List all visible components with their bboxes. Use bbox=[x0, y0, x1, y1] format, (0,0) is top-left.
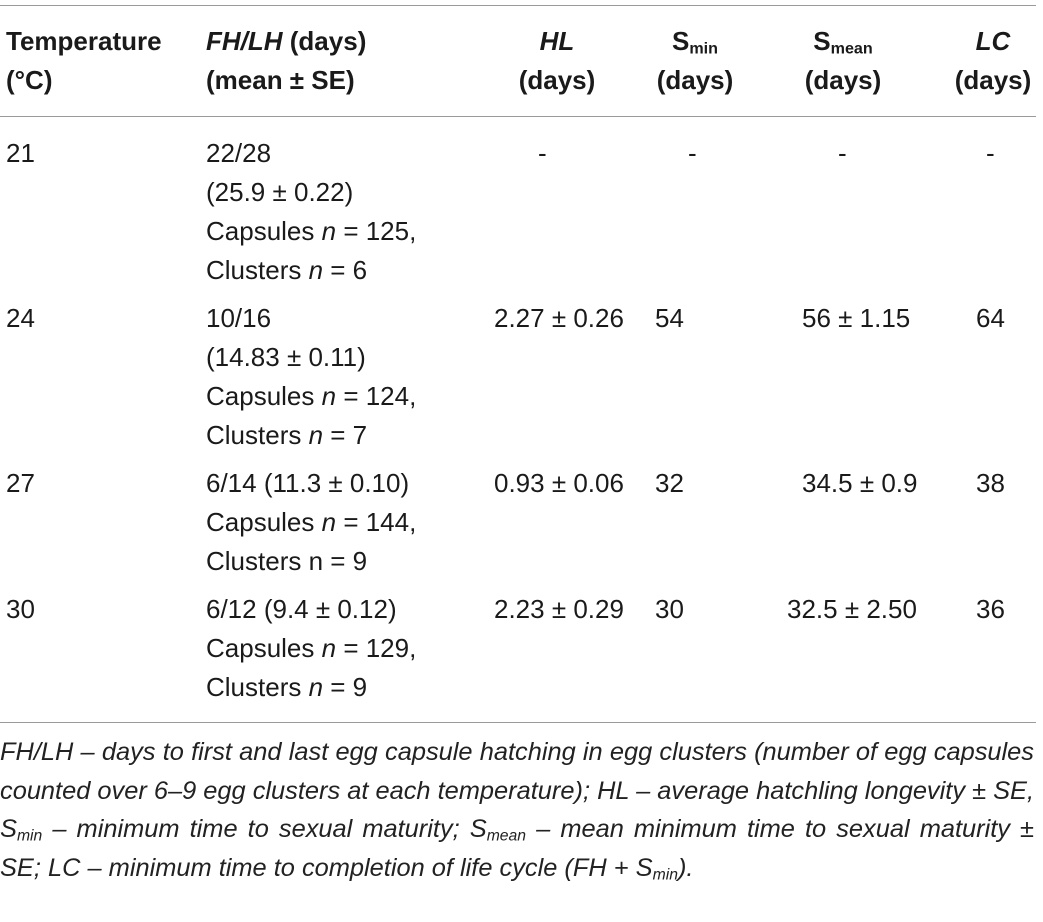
row-30-clusters-n: n bbox=[308, 672, 324, 702]
footnote-part-4: ). bbox=[677, 853, 694, 882]
row-27-lc: 38 bbox=[976, 468, 1005, 498]
row-30-capsules bbox=[206, 629, 416, 668]
header-hl-abbr: HL bbox=[539, 26, 575, 56]
row-27-smin: 32 bbox=[655, 468, 684, 498]
row-21-hl: - bbox=[538, 138, 547, 168]
row-27-capsules-n: n bbox=[321, 507, 337, 537]
row-21-lc: - bbox=[986, 138, 995, 168]
header-lc bbox=[948, 22, 1038, 100]
row-30-clusters-value: = 9 bbox=[323, 672, 368, 702]
header-smean-unit: (days) bbox=[804, 65, 882, 95]
table-footnote bbox=[0, 733, 1034, 887]
header-smean-symbol bbox=[793, 22, 893, 61]
header-lc-unit: (days) bbox=[954, 65, 1032, 95]
row-27-capsules-label: Capsules bbox=[206, 507, 322, 537]
row-24-fhlh-range: 10/16 bbox=[206, 303, 272, 333]
row-24-clusters-n: n bbox=[308, 420, 324, 450]
row-30-smean: 32.5 ± 2.50 bbox=[787, 594, 917, 624]
row-27-clusters: Clusters n = 9 bbox=[206, 546, 368, 576]
row-24-lc: 64 bbox=[976, 303, 1005, 333]
row-30-fhlh bbox=[206, 590, 416, 707]
row-30-temperature: 30 bbox=[6, 594, 35, 624]
table-header-rule bbox=[0, 116, 1036, 117]
row-21-clusters-value: = 6 bbox=[323, 255, 368, 285]
header-fhlh bbox=[206, 22, 366, 100]
row-30-hl: 2.23 ± 0.29 bbox=[494, 594, 624, 624]
row-24-capsules bbox=[206, 377, 416, 416]
row-24-clusters-label: Clusters bbox=[206, 420, 309, 450]
row-21-capsules-n: n bbox=[321, 216, 337, 246]
row-27-capsules bbox=[206, 503, 416, 542]
footnote-part-1: FH/LH – days to first and last egg capsule hatching in egg clusters (number of egg capsules counted over 6–9 egg clusters at each temperature); HL – average hatchling longevity ± SE, S bbox=[0, 738, 1034, 844]
footnote-part-2: – minimum time to sexual maturity; S bbox=[42, 815, 487, 844]
row-21-capsules-value: = 125, bbox=[336, 216, 417, 246]
header-temperature bbox=[6, 22, 162, 100]
row-21-fhlh-range: 22/28 bbox=[206, 138, 272, 168]
header-smin bbox=[650, 22, 740, 100]
row-24-hl: 2.27 ± 0.26 bbox=[494, 303, 624, 333]
row-21-fhlh-mean: (25.9 ± 0.22) bbox=[206, 177, 354, 207]
header-smean-base: S bbox=[813, 26, 831, 56]
row-27-capsules-value: = 144, bbox=[336, 507, 417, 537]
row-21-temperature: 21 bbox=[6, 138, 35, 168]
header-temperature-line2: (°C) bbox=[6, 65, 53, 95]
row-21-fhlh bbox=[206, 134, 416, 290]
row-27-fhlh bbox=[206, 464, 416, 581]
row-30-capsules-label: Capsules bbox=[206, 633, 322, 663]
header-fhlh-unit: (days) bbox=[282, 26, 367, 56]
row-30-smin: 30 bbox=[655, 594, 684, 624]
row-21-capsules bbox=[206, 212, 416, 251]
header-smin-sub: min bbox=[689, 39, 718, 58]
row-21-capsules-label: Capsules bbox=[206, 216, 322, 246]
row-24-temperature: 24 bbox=[6, 303, 35, 333]
row-24-fhlh-mean: (14.83 ± 0.11) bbox=[206, 342, 366, 372]
row-24-clusters bbox=[206, 416, 416, 455]
row-24-capsules-n: n bbox=[321, 381, 337, 411]
row-30-capsules-n: n bbox=[321, 633, 337, 663]
row-27-fhlh-range-mean: 6/14 (11.3 ± 0.10) bbox=[206, 468, 410, 498]
table-bottom-rule bbox=[0, 722, 1036, 723]
row-21-clusters-n: n bbox=[308, 255, 324, 285]
header-fhlh-abbr: FH/LH bbox=[206, 26, 283, 56]
row-24-fhlh bbox=[206, 299, 416, 455]
row-21-clusters bbox=[206, 251, 416, 290]
row-24-capsules-label: Capsules bbox=[206, 381, 322, 411]
row-21-smean: - bbox=[838, 138, 847, 168]
footnote-sub-min-2: min bbox=[652, 866, 678, 884]
header-smin-unit: (days) bbox=[656, 65, 734, 95]
row-30-capsules-value: = 129, bbox=[336, 633, 417, 663]
row-21-clusters-label: Clusters bbox=[206, 255, 309, 285]
header-temperature-line1: Temperature bbox=[6, 26, 162, 56]
header-hl-unit: (days) bbox=[518, 65, 596, 95]
row-27-hl: 0.93 ± 0.06 bbox=[494, 468, 624, 498]
row-30-lc: 36 bbox=[976, 594, 1005, 624]
header-smin-symbol bbox=[650, 22, 740, 61]
header-smean-sub: mean bbox=[830, 39, 873, 58]
footnote-sub-min-1: min bbox=[16, 827, 43, 845]
row-24-smin: 54 bbox=[655, 303, 684, 333]
row-27-temperature: 27 bbox=[6, 468, 35, 498]
table-top-rule bbox=[0, 5, 1036, 6]
footnote-part-3: – mean minimum time to sexual maturity ± SE; LC – minimum time to completion of life cycle (FH + S bbox=[0, 815, 1034, 882]
header-lc-abbr: LC bbox=[975, 26, 1011, 56]
footnote-sub-mean: mean bbox=[486, 827, 527, 845]
header-fhlh-line2: (mean ± SE) bbox=[206, 65, 355, 95]
header-hl bbox=[512, 22, 602, 100]
row-24-clusters-value: = 7 bbox=[323, 420, 368, 450]
row-30-clusters-label: Clusters bbox=[206, 672, 309, 702]
row-30-fhlh-range-mean: 6/12 (9.4 ± 0.12) bbox=[206, 594, 397, 624]
header-smin-base: S bbox=[672, 26, 690, 56]
header-fhlh-line1 bbox=[206, 22, 366, 61]
row-24-smean: 56 ± 1.15 bbox=[802, 303, 911, 333]
row-21-smin: - bbox=[688, 138, 697, 168]
row-24-capsules-value: = 124, bbox=[336, 381, 417, 411]
row-30-clusters bbox=[206, 668, 416, 707]
header-smean bbox=[793, 22, 893, 100]
row-27-smean: 34.5 ± 0.9 bbox=[802, 468, 918, 498]
